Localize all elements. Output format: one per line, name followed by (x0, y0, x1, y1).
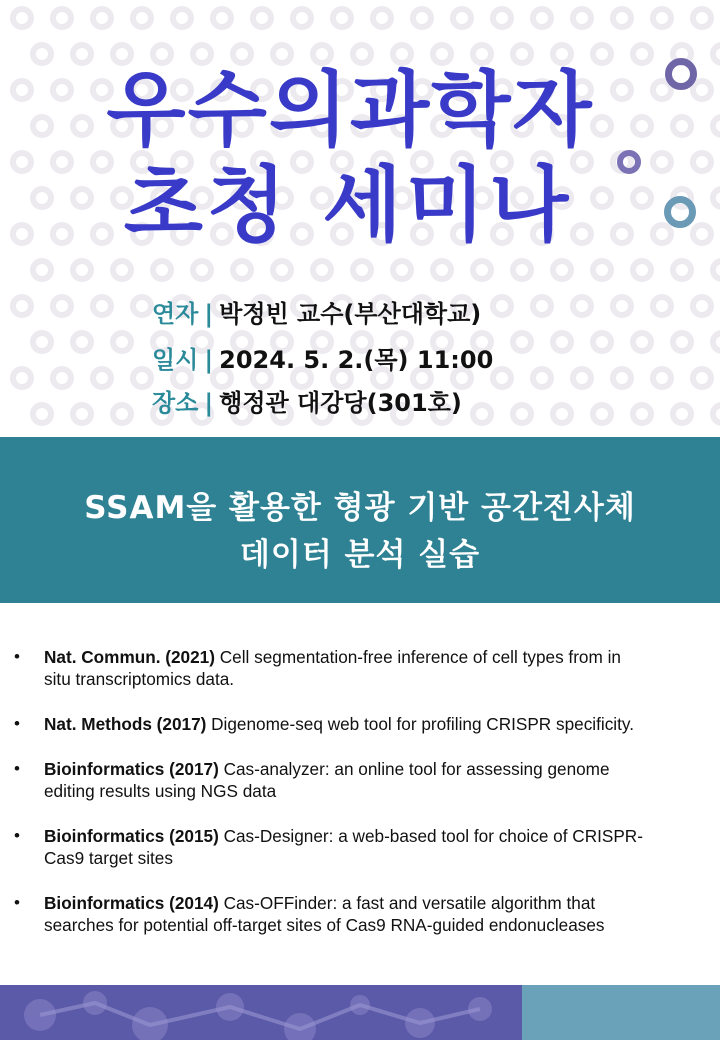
pattern-ring (533, 369, 551, 387)
pattern-ring (693, 369, 711, 387)
molecule-graphic (0, 985, 522, 1040)
date-value: 2024. 5. 2.(목) 11:00 (219, 346, 494, 374)
pattern-ring (233, 45, 251, 63)
pattern-ring (113, 405, 131, 423)
pattern-ring (293, 9, 311, 27)
location-value: 행정관 대강당(301호) (219, 389, 462, 417)
pattern-ring (513, 333, 531, 351)
pattern-ring (673, 333, 691, 351)
footer-teal-block (522, 985, 720, 1040)
journal: Bioinformatics (2015) (44, 826, 219, 846)
pattern-ring (433, 45, 451, 63)
pattern-ring (73, 333, 91, 351)
pub-text: Digenome-seq web tool for profiling CRISPR specificity. (211, 714, 634, 734)
pattern-ring (593, 261, 611, 279)
journal: Bioinformatics (2014) (44, 893, 219, 913)
pattern-ring (473, 261, 491, 279)
pattern-ring (473, 45, 491, 63)
topic-banner (0, 437, 720, 603)
location-row (152, 383, 462, 418)
pattern-ring (493, 369, 511, 387)
footer-molecule-strip (0, 985, 522, 1040)
pattern-ring (353, 261, 371, 279)
pub-text-cont: Cas9 target sites (44, 848, 173, 868)
pattern-ring (693, 297, 711, 315)
pub-text-cont: editing results using NGS data (44, 781, 277, 801)
pattern-ring (493, 297, 511, 315)
bullet: • (14, 647, 20, 666)
pattern-ring (473, 405, 491, 423)
header-area (0, 0, 720, 437)
pattern-ring (673, 405, 691, 423)
pattern-ring (113, 333, 131, 351)
separator: | (204, 389, 214, 417)
pattern-ring (53, 297, 71, 315)
pub-text: Cas-OFFinder: a fast and versatile algorithm that (223, 893, 596, 913)
publication-item (14, 646, 716, 690)
pattern-ring (633, 405, 651, 423)
pattern-ring (613, 9, 631, 27)
pattern-ring (13, 369, 31, 387)
pattern-ring (713, 405, 720, 423)
pub-text-cont: searches for potential off-target sites of Cas9 RNA-guided endonucleases (44, 915, 605, 935)
separator: | (204, 300, 214, 328)
topic-line-2: 데이터 분석 실습 (239, 537, 481, 573)
pattern-ring (53, 9, 71, 27)
pattern-ring (133, 297, 151, 315)
title-line-2: 초청 세미나 (123, 158, 573, 253)
pattern-ring (593, 333, 611, 351)
publication-item (14, 713, 716, 735)
bullet: • (14, 759, 20, 778)
pattern-ring (513, 405, 531, 423)
topic-line-1: SSAM을 활용한 형광 기반 공간전사체 (84, 490, 636, 526)
pattern-ring (273, 261, 291, 279)
pattern-ring (653, 369, 671, 387)
pattern-ring (73, 261, 91, 279)
publication-item (14, 758, 716, 802)
pattern-ring (693, 9, 711, 27)
pattern-ring (553, 261, 571, 279)
title-line-1: 우수의과학자 (106, 63, 594, 158)
pattern-ring (553, 333, 571, 351)
pattern-ring (253, 9, 271, 27)
pattern-ring (53, 369, 71, 387)
pattern-ring (113, 45, 131, 63)
pattern-ring (673, 261, 691, 279)
pattern-ring (533, 297, 551, 315)
pattern-ring (453, 9, 471, 27)
pub-text-cont: situ transcriptomics data. (44, 669, 235, 689)
pattern-ring (713, 333, 720, 351)
pattern-ring (573, 9, 591, 27)
pattern-ring (93, 9, 111, 27)
pattern-ring (193, 261, 211, 279)
pattern-ring (713, 117, 720, 135)
pattern-ring (153, 261, 171, 279)
journal: Bioinformatics (2017) (44, 759, 219, 779)
pattern-ring (573, 369, 591, 387)
pattern-ring (593, 405, 611, 423)
date-row (152, 340, 493, 375)
pub-text: Cas-Designer: a web-based tool for choice of CRISPR- (223, 826, 643, 846)
pattern-ring (653, 9, 671, 27)
pattern-ring (633, 333, 651, 351)
pattern-ring (333, 9, 351, 27)
bullet: • (14, 826, 20, 845)
pattern-ring (513, 45, 531, 63)
pattern-ring (153, 45, 171, 63)
pattern-ring (633, 261, 651, 279)
pattern-ring (593, 45, 611, 63)
pattern-ring (493, 9, 511, 27)
pattern-ring (393, 45, 411, 63)
pattern-ring (193, 45, 211, 63)
publication-item (14, 825, 716, 869)
pattern-ring (573, 297, 591, 315)
pattern-ring (713, 45, 720, 63)
pattern-ring (133, 9, 151, 27)
pattern-ring (233, 261, 251, 279)
pub-text: Cell segmentation-free inference of cell types from in (219, 647, 621, 667)
pattern-ring (713, 189, 720, 207)
pattern-ring (313, 261, 331, 279)
pattern-ring (73, 45, 91, 63)
pattern-ring (13, 297, 31, 315)
pattern-ring (33, 333, 51, 351)
pub-text: Cas-analyzer: an online tool for assessing genome (223, 759, 610, 779)
speaker-row (152, 294, 481, 329)
pattern-ring (33, 405, 51, 423)
pattern-ring (113, 261, 131, 279)
pattern-ring (93, 297, 111, 315)
location-key: 장소 (152, 389, 199, 417)
speaker-value: 박정빈 교수(부산대학교) (219, 300, 482, 328)
pattern-ring (393, 261, 411, 279)
pattern-ring (33, 261, 51, 279)
pattern-ring (413, 9, 431, 27)
bullet: • (14, 714, 20, 733)
pattern-ring (553, 405, 571, 423)
pattern-ring (653, 297, 671, 315)
pattern-ring (173, 9, 191, 27)
date-key: 일시 (152, 346, 199, 374)
pattern-ring (13, 9, 31, 27)
pattern-ring (213, 9, 231, 27)
pattern-ring (33, 45, 51, 63)
pattern-ring (613, 297, 631, 315)
pattern-ring (313, 45, 331, 63)
pattern-ring (273, 45, 291, 63)
pattern-ring (633, 45, 651, 63)
pattern-ring (433, 261, 451, 279)
bullet: • (14, 893, 20, 912)
pattern-ring (533, 9, 551, 27)
pattern-ring (353, 45, 371, 63)
pattern-ring (93, 369, 111, 387)
pattern-ring (553, 45, 571, 63)
journal: Nat. Methods (2017) (44, 714, 207, 734)
pattern-ring (713, 261, 720, 279)
pattern-ring (613, 369, 631, 387)
journal: Nat. Commun. (2021) (44, 647, 215, 667)
speaker-key: 연자 (152, 300, 199, 328)
pattern-ring (73, 405, 91, 423)
pattern-ring (513, 261, 531, 279)
separator: | (204, 346, 214, 374)
pattern-ring (373, 9, 391, 27)
pattern-ring (133, 369, 151, 387)
publication-item (14, 892, 716, 936)
